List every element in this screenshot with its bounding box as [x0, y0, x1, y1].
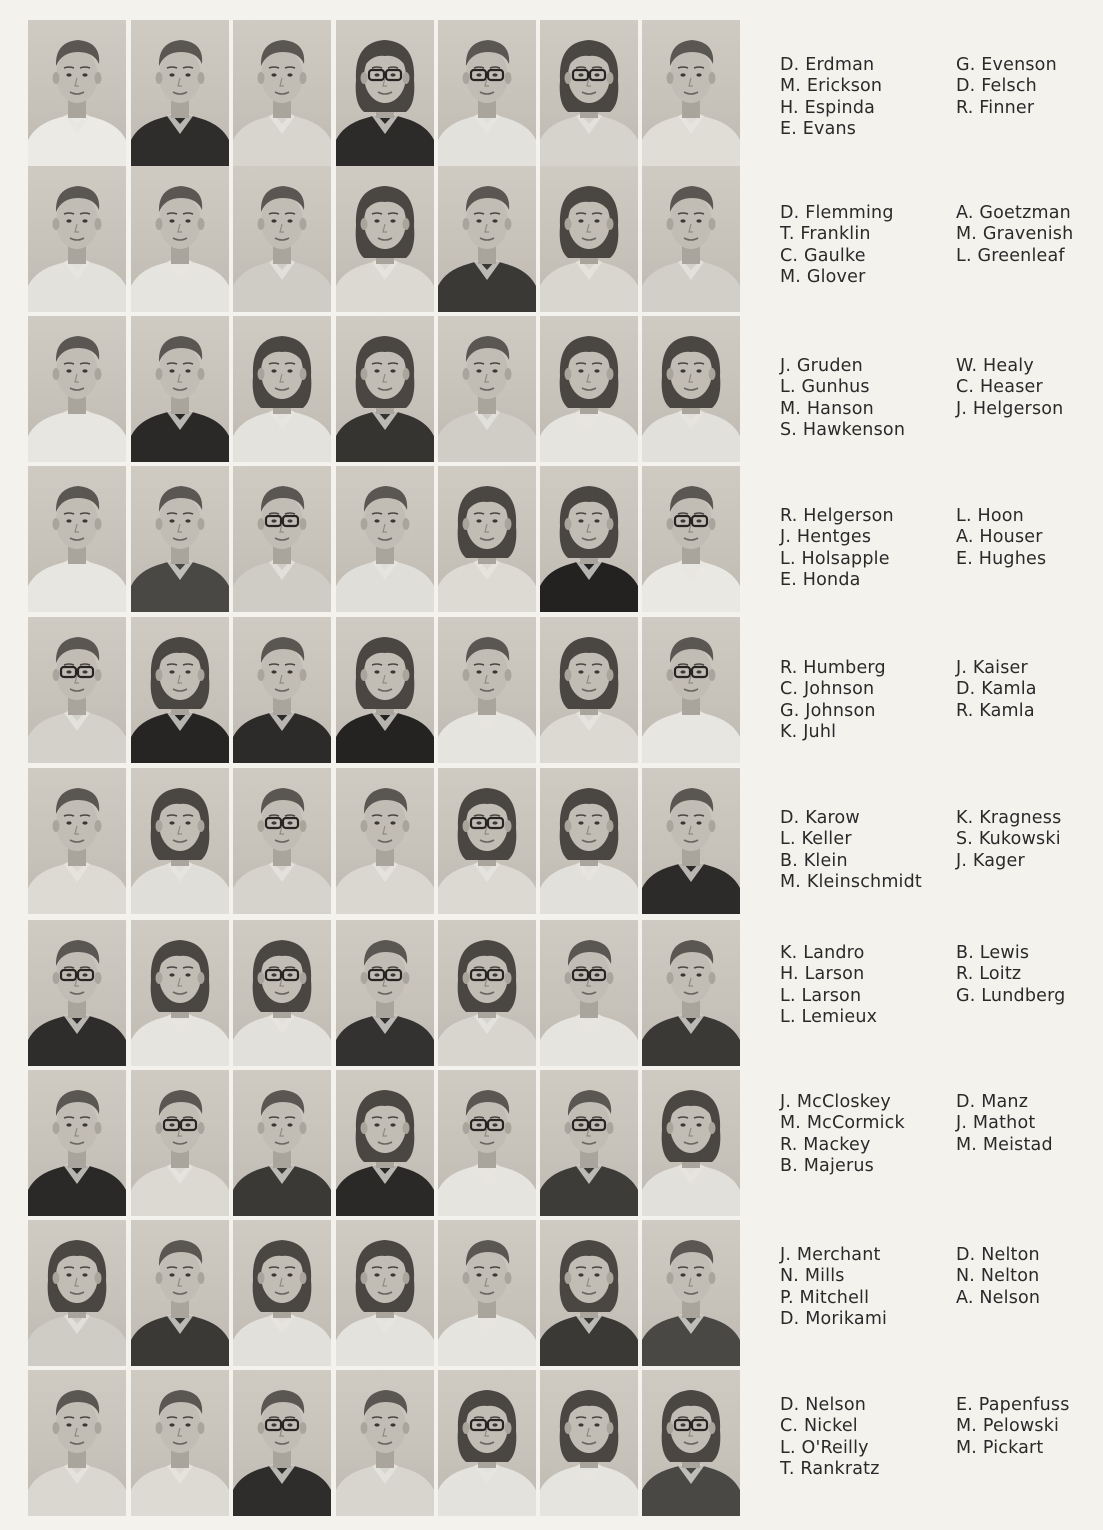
- name-column-right: [956, 356, 1103, 420]
- portrait-row: [28, 166, 742, 312]
- portrait-female-glasses-icon: [642, 1370, 740, 1516]
- name-column-right: [956, 943, 1103, 1007]
- student-name: B. Lewis: [956, 943, 1030, 963]
- portrait-male-icon: [233, 20, 331, 166]
- portrait-row: [28, 1220, 742, 1366]
- student-name: S. Hawkenson: [780, 420, 906, 441]
- portrait-female-icon: [540, 466, 638, 612]
- portrait-female-glasses-icon: [438, 920, 536, 1066]
- portrait-male-icon: [336, 768, 434, 914]
- portrait-male-icon: [642, 1220, 740, 1366]
- portrait-female-icon: [438, 466, 536, 612]
- student-name: R. Helgerson: [780, 506, 894, 526]
- student-name: R. Mackey: [780, 1134, 871, 1155]
- portrait-male-icon: [131, 1370, 229, 1516]
- student-name: L. Keller: [780, 829, 852, 850]
- portrait-male-icon: [233, 1070, 331, 1216]
- portrait-female-icon: [540, 1370, 638, 1516]
- student-name: J. Mathot: [956, 1113, 1036, 1134]
- name-column-right: [956, 506, 1103, 570]
- name-column-left: [780, 808, 955, 894]
- name-column-left: [780, 356, 955, 442]
- student-name: L. Larson: [780, 985, 862, 1006]
- portrait-female-glasses-icon: [540, 20, 638, 166]
- student-name: D. Nelton: [956, 1245, 1040, 1265]
- student-name: C. Johnson: [780, 679, 875, 700]
- portrait-male-icon: [642, 166, 740, 312]
- portrait-male-icon: [233, 617, 331, 763]
- student-name: P. Mitchell: [780, 1287, 870, 1308]
- student-name: A. Nelson: [956, 1287, 1041, 1308]
- student-name: M. Pickart: [956, 1437, 1044, 1458]
- student-name: L. Lemieux: [780, 1007, 878, 1028]
- student-name: L. O'Reilly: [780, 1437, 869, 1458]
- portrait-female-icon: [233, 1220, 331, 1366]
- portrait-row: [28, 768, 742, 914]
- portrait-female-glasses-icon: [438, 768, 536, 914]
- portrait-row: [28, 316, 742, 462]
- portrait-male-icon: [28, 1370, 126, 1516]
- portrait-male-glasses-icon: [438, 1070, 536, 1216]
- portrait-male-icon: [28, 1070, 126, 1216]
- student-name: R. Loitz: [956, 964, 1022, 985]
- portrait-female-glasses-icon: [336, 20, 434, 166]
- portrait-female-icon: [131, 768, 229, 914]
- name-column-right: [956, 55, 1103, 119]
- name-column-right: [956, 203, 1103, 267]
- portrait-male-icon: [438, 1220, 536, 1366]
- student-name: J. Kaiser: [956, 658, 1028, 678]
- student-name: M. Erickson: [780, 76, 883, 97]
- portrait-row: [28, 20, 742, 166]
- student-name: J. Merchant: [780, 1245, 881, 1265]
- portrait-row: [28, 617, 742, 763]
- portrait-male-icon: [28, 466, 126, 612]
- portrait-male-glasses-icon: [233, 1370, 331, 1516]
- portrait-male-icon: [28, 768, 126, 914]
- student-name: T. Franklin: [780, 224, 871, 245]
- student-name: W. Healy: [956, 356, 1034, 376]
- portrait-female-icon: [28, 1220, 126, 1366]
- name-column-left: [780, 1245, 955, 1331]
- student-name: D. Felsch: [956, 76, 1037, 97]
- portrait-female-icon: [642, 316, 740, 462]
- portrait-female-icon: [131, 920, 229, 1066]
- student-name: R. Finner: [956, 97, 1035, 118]
- portrait-female-icon: [131, 617, 229, 763]
- portrait-male-glasses-icon: [131, 1070, 229, 1216]
- student-name: J. McCloskey: [780, 1092, 891, 1112]
- portrait-row: [28, 466, 742, 612]
- portrait-male-glasses-icon: [233, 768, 331, 914]
- name-column-left: [780, 506, 955, 592]
- portrait-female-icon: [233, 316, 331, 462]
- portrait-male-icon: [642, 768, 740, 914]
- portrait-male-icon: [28, 166, 126, 312]
- student-name: M. McCormick: [780, 1113, 905, 1134]
- portrait-row: [28, 1370, 742, 1516]
- student-name: J. Kager: [956, 850, 1025, 871]
- student-name: M. Pelowski: [956, 1416, 1060, 1437]
- name-column-left: [780, 1395, 955, 1481]
- student-name: K. Juhl: [780, 722, 837, 743]
- student-name: M. Gravenish: [956, 224, 1074, 245]
- student-name: N. Nelton: [956, 1266, 1040, 1287]
- portrait-male-icon: [336, 466, 434, 612]
- student-name: M. Meistad: [956, 1134, 1053, 1155]
- student-name: B. Klein: [780, 850, 848, 871]
- portrait-male-icon: [642, 920, 740, 1066]
- portrait-male-glasses-icon: [233, 466, 331, 612]
- portrait-male-glasses-icon: [438, 20, 536, 166]
- student-name: K. Kragness: [956, 808, 1062, 828]
- student-name: J. Hentges: [780, 527, 872, 548]
- student-name: R. Humberg: [780, 658, 886, 678]
- portrait-male-glasses-icon: [28, 920, 126, 1066]
- name-column-right: [956, 1245, 1103, 1309]
- name-column-left: [780, 658, 955, 744]
- student-name: E. Hughes: [956, 548, 1047, 569]
- portrait-female-icon: [540, 617, 638, 763]
- student-name: G. Evenson: [956, 55, 1057, 75]
- student-name: M. Glover: [780, 267, 866, 288]
- student-name: J. Gruden: [780, 356, 863, 376]
- student-name: D. Kamla: [956, 679, 1037, 700]
- student-name: H. Espinda: [780, 97, 876, 118]
- portrait-male-icon: [28, 316, 126, 462]
- student-name: E. Evans: [780, 119, 857, 140]
- student-name: D. Karow: [780, 808, 860, 828]
- student-name: R. Kamla: [956, 700, 1035, 721]
- student-name: A. Goetzman: [956, 203, 1071, 223]
- portrait-male-glasses-icon: [540, 920, 638, 1066]
- portrait-male-icon: [28, 20, 126, 166]
- student-name: D. Manz: [956, 1092, 1029, 1112]
- portrait-male-icon: [438, 316, 536, 462]
- portrait-female-icon: [540, 316, 638, 462]
- student-name: B. Majerus: [780, 1156, 874, 1177]
- portrait-male-icon: [131, 316, 229, 462]
- name-column-right: [956, 808, 1103, 872]
- portrait-male-icon: [131, 20, 229, 166]
- portrait-female-icon: [540, 1220, 638, 1366]
- portrait-male-glasses-icon: [642, 466, 740, 612]
- student-name: L. Gunhus: [780, 377, 870, 398]
- student-name: T. Rankratz: [780, 1459, 880, 1480]
- portrait-male-icon: [131, 166, 229, 312]
- student-name: C. Gaulke: [780, 245, 866, 266]
- student-name: M. Hanson: [780, 398, 874, 419]
- portrait-male-glasses-icon: [336, 920, 434, 1066]
- student-name: J. Helgerson: [956, 398, 1064, 419]
- student-name: A. Houser: [956, 527, 1043, 548]
- portrait-male-icon: [131, 1220, 229, 1366]
- portrait-male-glasses-icon: [642, 617, 740, 763]
- portrait-female-icon: [336, 316, 434, 462]
- portrait-female-glasses-icon: [438, 1370, 536, 1516]
- portrait-female-icon: [540, 768, 638, 914]
- student-name: M. Kleinschmidt: [780, 872, 922, 893]
- student-name: L. Holsapple: [780, 548, 890, 569]
- name-column-right: [956, 658, 1103, 722]
- portrait-row: [28, 920, 742, 1066]
- student-name: H. Larson: [780, 964, 865, 985]
- student-name: K. Landro: [780, 943, 865, 963]
- student-name: D. Morikami: [780, 1309, 888, 1330]
- student-name: C. Heaser: [956, 377, 1043, 398]
- portrait-male-icon: [438, 617, 536, 763]
- name-column-left: [780, 55, 955, 141]
- student-name: E. Honda: [780, 570, 861, 591]
- portrait-male-icon: [438, 166, 536, 312]
- portrait-male-glasses-icon: [540, 1070, 638, 1216]
- portrait-row: [28, 1070, 742, 1216]
- student-name: C. Nickel: [780, 1416, 858, 1437]
- portrait-female-icon: [336, 617, 434, 763]
- portrait-female-icon: [336, 1220, 434, 1366]
- student-name: S. Kukowski: [956, 829, 1061, 850]
- portrait-female-icon: [642, 1070, 740, 1216]
- name-column-left: [780, 203, 955, 289]
- student-name: N. Mills: [780, 1266, 845, 1287]
- student-name: L. Greenleaf: [956, 245, 1065, 266]
- name-column-right: [956, 1092, 1103, 1156]
- name-column-left: [780, 943, 955, 1029]
- student-name: G. Johnson: [780, 700, 876, 721]
- portrait-male-icon: [336, 1370, 434, 1516]
- portrait-male-glasses-icon: [28, 617, 126, 763]
- student-name: G. Lundberg: [956, 985, 1066, 1006]
- student-name: D. Nelson: [780, 1395, 867, 1415]
- portrait-male-icon: [642, 20, 740, 166]
- name-column-left: [780, 1092, 955, 1178]
- portrait-male-icon: [131, 466, 229, 612]
- portrait-female-icon: [540, 166, 638, 312]
- student-name: D. Erdman: [780, 55, 875, 75]
- name-column-right: [956, 1395, 1103, 1459]
- portrait-female-icon: [336, 1070, 434, 1216]
- student-name: D. Flemming: [780, 203, 894, 223]
- portrait-male-icon: [233, 166, 331, 312]
- portrait-female-icon: [336, 166, 434, 312]
- student-name: E. Papenfuss: [956, 1395, 1070, 1415]
- student-name: L. Hoon: [956, 506, 1024, 526]
- portrait-female-glasses-icon: [233, 920, 331, 1066]
